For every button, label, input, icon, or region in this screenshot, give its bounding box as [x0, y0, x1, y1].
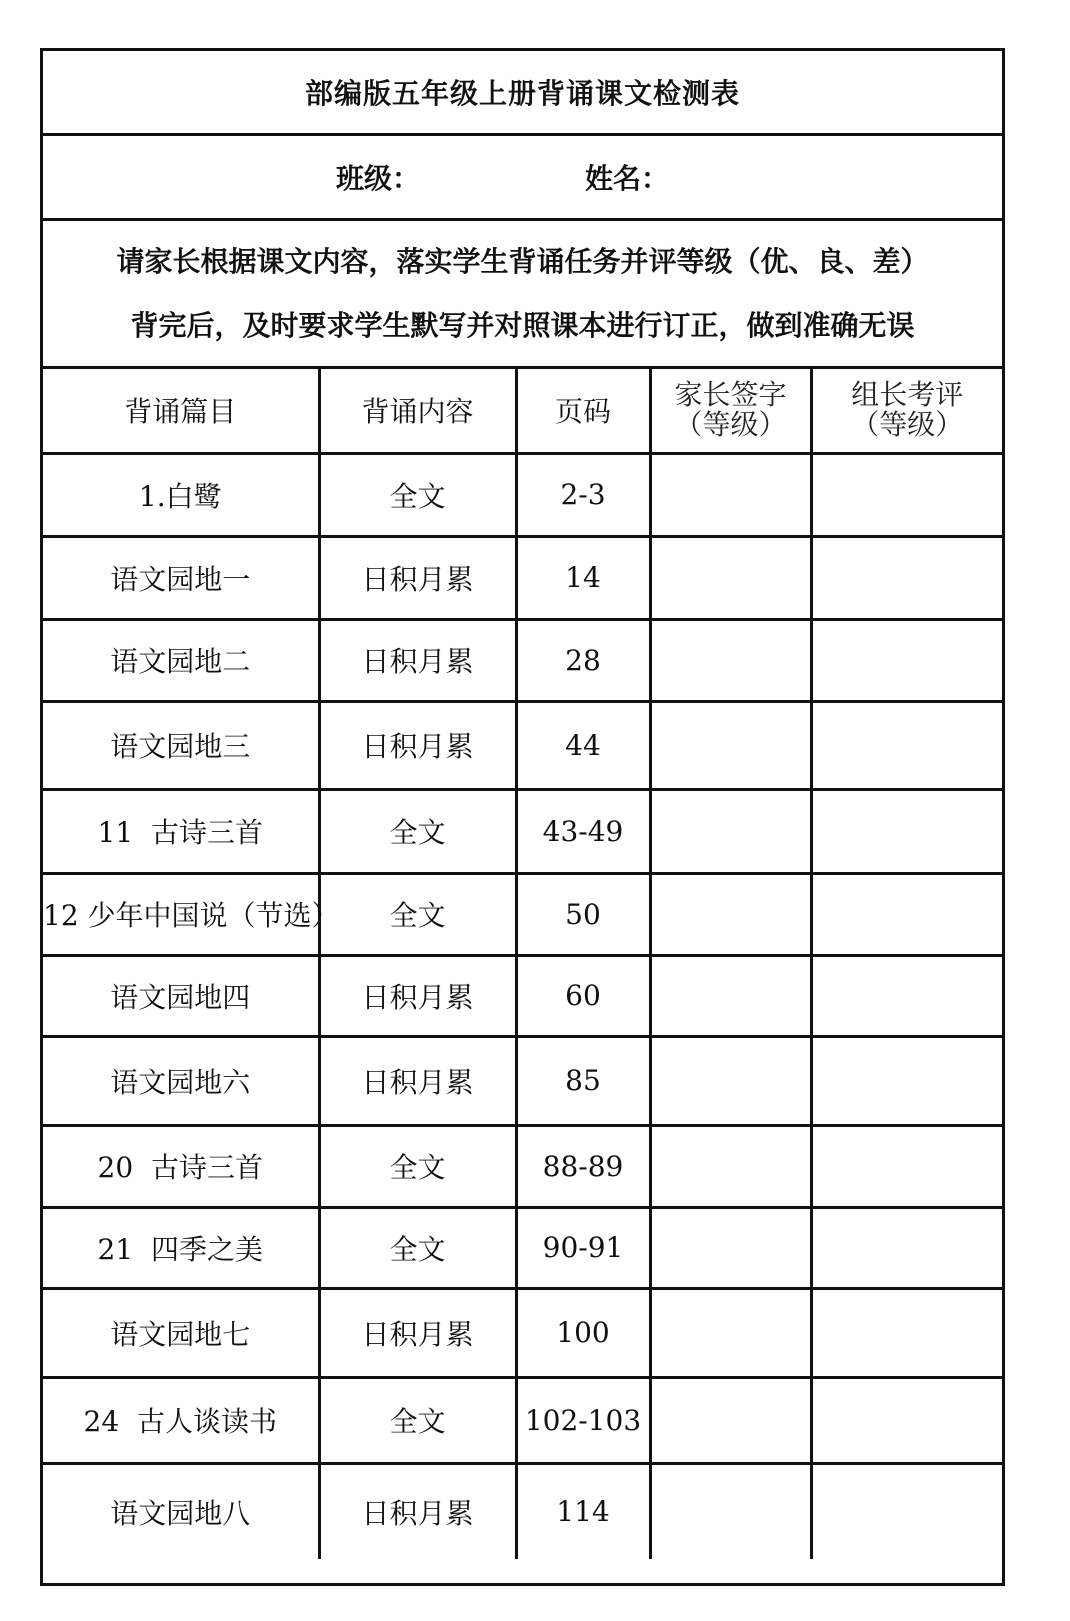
header-content: 背诵内容	[319, 369, 516, 453]
row-content: 日积月累	[319, 536, 516, 619]
table-row	[43, 1207, 1002, 1288]
row-leader-review[interactable]	[811, 789, 1002, 873]
sheet-title: 部编版五年级上册背诵课文检测表	[43, 51, 1002, 136]
row-content: 全文	[319, 873, 516, 955]
header-leader-review: 组长考评 （等级）	[811, 369, 1002, 453]
row-parent-signature[interactable]	[650, 1125, 811, 1207]
row-leader-review[interactable]	[811, 1207, 1002, 1288]
table-row	[43, 619, 1002, 701]
row-title: 21 四季之美	[43, 1207, 319, 1288]
row-leader-review[interactable]	[811, 1463, 1002, 1559]
row-leader-review[interactable]	[811, 619, 1002, 701]
row-content: 日积月累	[319, 619, 516, 701]
table-row	[43, 453, 1002, 536]
table-row	[43, 955, 1002, 1036]
row-parent-signature[interactable]	[650, 619, 811, 701]
row-page: 114	[516, 1463, 650, 1559]
row-content: 日积月累	[319, 1036, 516, 1125]
row-title: 语文园地六	[43, 1036, 319, 1125]
row-title: 12 少年中国说（节选）	[43, 873, 319, 955]
row-leader-review[interactable]	[811, 453, 1002, 536]
row-parent-signature[interactable]	[650, 789, 811, 873]
row-leader-review[interactable]	[811, 1288, 1002, 1377]
row-title: 1.白鹭	[43, 453, 319, 536]
row-title: 语文园地三	[43, 701, 319, 789]
row-leader-review[interactable]	[811, 955, 1002, 1036]
row-content: 日积月累	[319, 1288, 516, 1377]
row-page: 14	[516, 536, 650, 619]
table-row	[43, 1377, 1002, 1463]
row-parent-signature[interactable]	[650, 1207, 811, 1288]
row-page: 90-91	[516, 1207, 650, 1288]
row-title: 24 古人谈读书	[43, 1377, 319, 1463]
row-title: 11 古诗三首	[43, 789, 319, 873]
row-parent-signature[interactable]	[650, 1036, 811, 1125]
row-page: 43-49	[516, 789, 650, 873]
row-leader-review[interactable]	[811, 873, 1002, 955]
table-row	[43, 1288, 1002, 1377]
table-row	[43, 1125, 1002, 1207]
table-row	[43, 536, 1002, 619]
row-title: 20 古诗三首	[43, 1125, 319, 1207]
row-content: 全文	[319, 453, 516, 536]
row-leader-review[interactable]	[811, 1036, 1002, 1125]
class-name-row	[43, 136, 1002, 221]
row-parent-signature[interactable]	[650, 453, 811, 536]
header-parent-signature: 家长签字 （等级）	[650, 369, 811, 453]
table-row	[43, 873, 1002, 955]
class-label: 班级：	[335, 162, 420, 195]
instruction-line-2: 背完后，及时要求学生默写并对照课本进行订正，做到准确无误	[130, 308, 915, 342]
row-content: 全文	[319, 1125, 516, 1207]
table-row	[43, 1463, 1002, 1559]
row-title: 语文园地二	[43, 619, 319, 701]
row-leader-review[interactable]	[811, 701, 1002, 789]
row-page: 100	[516, 1288, 650, 1377]
row-page: 2-3	[516, 453, 650, 536]
row-page: 85	[516, 1036, 650, 1125]
row-page: 102-103	[516, 1377, 650, 1463]
row-parent-signature[interactable]	[650, 1377, 811, 1463]
row-parent-signature[interactable]	[650, 955, 811, 1036]
row-title: 语文园地四	[43, 955, 319, 1036]
row-content: 全文	[319, 1377, 516, 1463]
row-content: 全文	[319, 789, 516, 873]
row-parent-signature[interactable]	[650, 536, 811, 619]
row-title: 语文园地一	[43, 536, 319, 619]
table-header-row	[43, 369, 1002, 453]
instruction-line-1: 请家长根据课文内容，落实学生背诵任务并评等级（优、良、差）	[116, 244, 929, 278]
row-leader-review[interactable]	[811, 1377, 1002, 1463]
row-title: 语文园地七	[43, 1288, 319, 1377]
row-page: 44	[516, 701, 650, 789]
recitation-check-sheet	[40, 48, 1005, 1586]
name-label: 姓名：	[585, 162, 670, 195]
row-page: 60	[516, 955, 650, 1036]
row-title: 语文园地八	[43, 1463, 319, 1559]
table-row	[43, 789, 1002, 873]
row-page: 50	[516, 873, 650, 955]
row-page: 88-89	[516, 1125, 650, 1207]
row-parent-signature[interactable]	[650, 1463, 811, 1559]
row-page: 28	[516, 619, 650, 701]
header-title: 背诵篇目	[43, 369, 319, 453]
row-content: 日积月累	[319, 955, 516, 1036]
row-content: 日积月累	[319, 701, 516, 789]
instructions	[43, 221, 1002, 369]
row-parent-signature[interactable]	[650, 701, 811, 789]
table-row	[43, 701, 1002, 789]
row-content: 全文	[319, 1207, 516, 1288]
recitation-table	[43, 369, 1002, 1559]
row-parent-signature[interactable]	[650, 1288, 811, 1377]
row-leader-review[interactable]	[811, 1125, 1002, 1207]
header-page: 页码	[516, 369, 650, 453]
row-parent-signature[interactable]	[650, 873, 811, 955]
row-content: 日积月累	[319, 1463, 516, 1559]
table-row	[43, 1036, 1002, 1125]
row-leader-review[interactable]	[811, 536, 1002, 619]
